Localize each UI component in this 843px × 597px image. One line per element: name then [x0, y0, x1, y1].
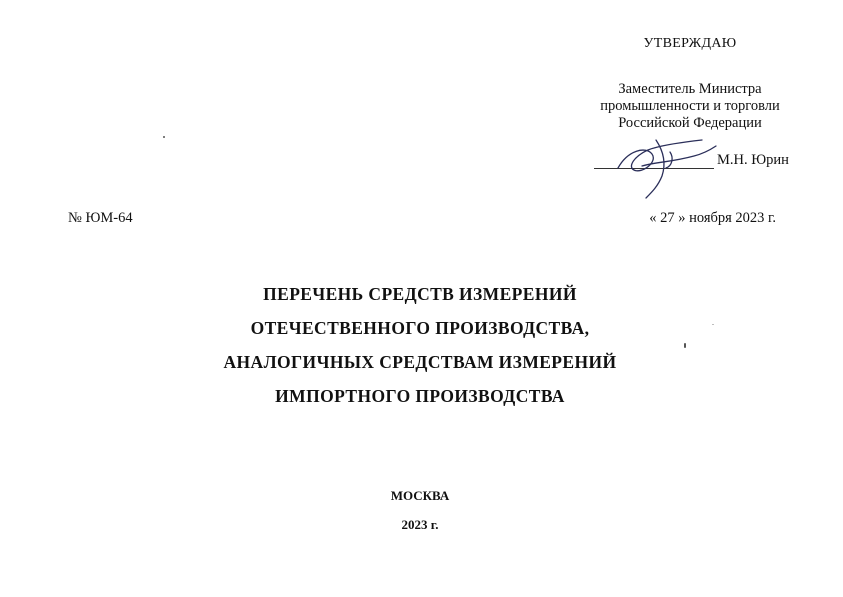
document-number: № ЮМ-64: [68, 210, 133, 226]
scan-speck: [684, 343, 686, 348]
signer-name: М.Н. Юрин: [717, 152, 789, 168]
title-line-1: ПЕРЕЧЕНЬ СРЕДСТВ ИЗМЕРЕНИЙ: [263, 284, 577, 304]
approver-position-line-3: Российской Федерации: [618, 115, 762, 131]
year: 2023 г.: [401, 517, 439, 532]
title-line-2: ОТЕЧЕСТВЕННОГО ПРОИЗВОДСТВА,: [250, 318, 590, 338]
approver-position-line-2: промышленности и торговли: [600, 98, 780, 114]
scan-speck: [163, 136, 165, 138]
signature-icon: [612, 132, 722, 202]
city: МОСКВА: [390, 488, 450, 503]
title-line-3: АНАЛОГИЧНЫХ СРЕДСТВАМ ИЗМЕРЕНИЙ: [223, 352, 617, 372]
approval-heading: УТВЕРЖДАЮ: [643, 36, 737, 51]
scan-speck: [712, 324, 714, 325]
approver-position-line-1: Заместитель Министра: [618, 81, 762, 97]
title-line-4: ИМПОРТНОГО ПРОИЗВОДСТВА: [275, 386, 565, 406]
document-date: « 27 » ноября 2023 г.: [649, 210, 776, 226]
